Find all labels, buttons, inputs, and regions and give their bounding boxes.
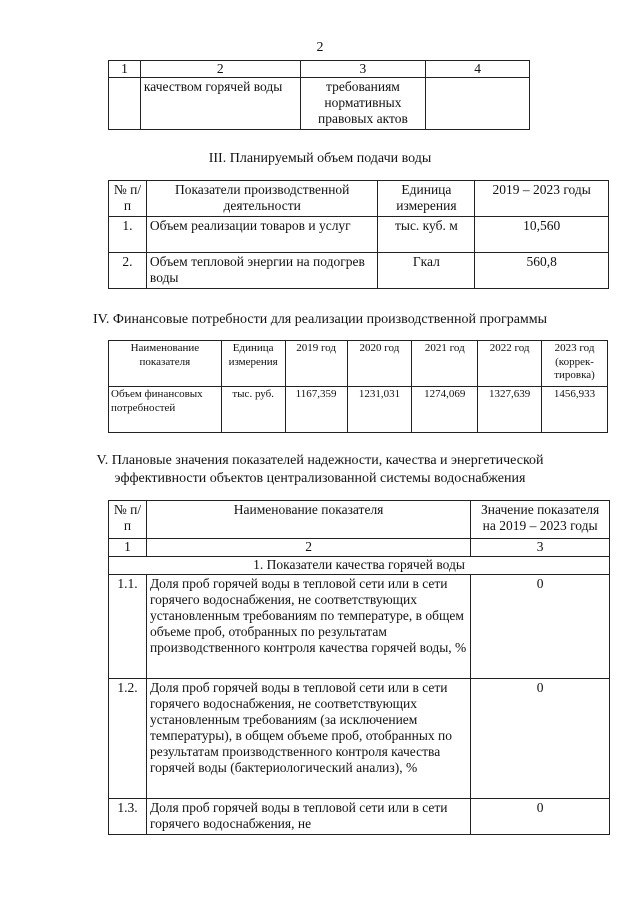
table-row	[109, 679, 610, 799]
table-cell: 1167,359	[285, 387, 347, 433]
header-cell: Единица измерения	[221, 341, 285, 387]
table-cell: 10,560	[475, 217, 609, 253]
header-cell: № п/п	[109, 501, 147, 539]
table-cell: Доля проб горячей воды в тепловой сети или в сети горячего водоснабжения, не соответствующих установленным требованиям (за исключением температуры), в общем объеме проб, отобранных по результатам производственного контроля качества горячей воды (бактериологический анализ), %	[146, 679, 470, 799]
table-header-row	[109, 61, 530, 78]
table-cell: 1.3.	[109, 799, 147, 835]
col-number: 2	[140, 61, 300, 78]
col-number: 2	[146, 539, 470, 557]
table-cell: 1.	[109, 217, 147, 253]
header-cell: 2020 год	[347, 341, 412, 387]
table-cell: Гкал	[378, 253, 475, 289]
header-cell: 2022 год	[478, 341, 542, 387]
table-cell: Объем реализации товаров и услуг	[146, 217, 378, 253]
table-cell: 1.1.	[109, 575, 147, 679]
table-cell: Объем тепловой энергии на подогрев воды	[146, 253, 378, 289]
section-title-line1: V. Плановые значения показателей надежности, качества и энергетической	[96, 453, 544, 468]
header-cell: 2023 год (коррек-тировка)	[542, 341, 608, 387]
reliability-indicators-table	[108, 500, 610, 835]
header-cell: № п/п	[109, 181, 147, 217]
col-number: 1	[109, 61, 141, 78]
section-title: IV. Финансовые потребности для реализации производственной программы	[92, 312, 548, 327]
table-col-numbers-row	[109, 539, 610, 557]
continuation-table	[108, 60, 530, 130]
table-cell: 0	[471, 575, 610, 679]
header-cell: Наименование показателя	[109, 341, 222, 387]
table-cell: Объем финансовых потребностей	[109, 387, 222, 433]
table-row	[109, 387, 608, 433]
header-cell: 2021 год	[412, 341, 478, 387]
col-number: 4	[426, 61, 530, 78]
table-cell: 1274,069	[412, 387, 478, 433]
table-cell: 0	[471, 799, 610, 835]
page-number: 2	[316, 40, 324, 55]
header-cell: 2019 год	[285, 341, 347, 387]
section-title: III. Планируемый объем подачи воды	[208, 151, 432, 166]
table-cell: Доля проб горячей воды в тепловой сети или в сети горячего водоснабжения, не	[146, 799, 470, 835]
table-cell: Доля проб горячей воды в тепловой сети или в сети горячего водоснабжения, не соответствующих установленным требованиям по температуре, в общем объеме проб, отобранных по результатам производственного контроля качества горячей воды, %	[146, 575, 470, 679]
table-cell: 0	[471, 679, 610, 799]
group-title: 1. Показатели качества горячей воды	[109, 557, 610, 575]
col-number: 1	[109, 539, 147, 557]
table-row	[109, 78, 530, 130]
table-row	[109, 799, 610, 835]
table-header-row	[109, 181, 609, 217]
table-cell: 1456,933	[542, 387, 608, 433]
table-cell: 1.2.	[109, 679, 147, 799]
table-group-row	[109, 557, 610, 575]
financial-needs-table	[108, 340, 608, 433]
header-cell: Значение показателя на 2019 – 2023 годы	[471, 501, 610, 539]
header-cell: 2019 – 2023 годы	[475, 181, 609, 217]
table-cell: требованиям нормативных правовых актов	[300, 78, 426, 130]
section-title-line2: эффективности объектов централизованной системы водоснабжения	[114, 471, 526, 486]
table-row	[109, 253, 609, 289]
table-row	[109, 217, 609, 253]
header-cell: Наименование показателя	[146, 501, 470, 539]
col-number: 3	[300, 61, 426, 78]
table-cell: 1327,639	[478, 387, 542, 433]
header-cell: Единица измерения	[378, 181, 475, 217]
table-header-row	[109, 501, 610, 539]
header-cell: Показатели производственной деятельности	[146, 181, 378, 217]
table-cell: 1231,031	[347, 387, 412, 433]
table-cell: тыс. куб. м	[378, 217, 475, 253]
table-cell	[109, 78, 141, 130]
table-header-row	[109, 341, 608, 387]
table-cell	[426, 78, 530, 130]
table-cell: качеством горячей воды	[140, 78, 300, 130]
water-supply-table	[108, 180, 609, 289]
table-cell: 2.	[109, 253, 147, 289]
table-cell: тыс. руб.	[221, 387, 285, 433]
col-number: 3	[471, 539, 610, 557]
table-cell: 560,8	[475, 253, 609, 289]
table-row	[109, 575, 610, 679]
